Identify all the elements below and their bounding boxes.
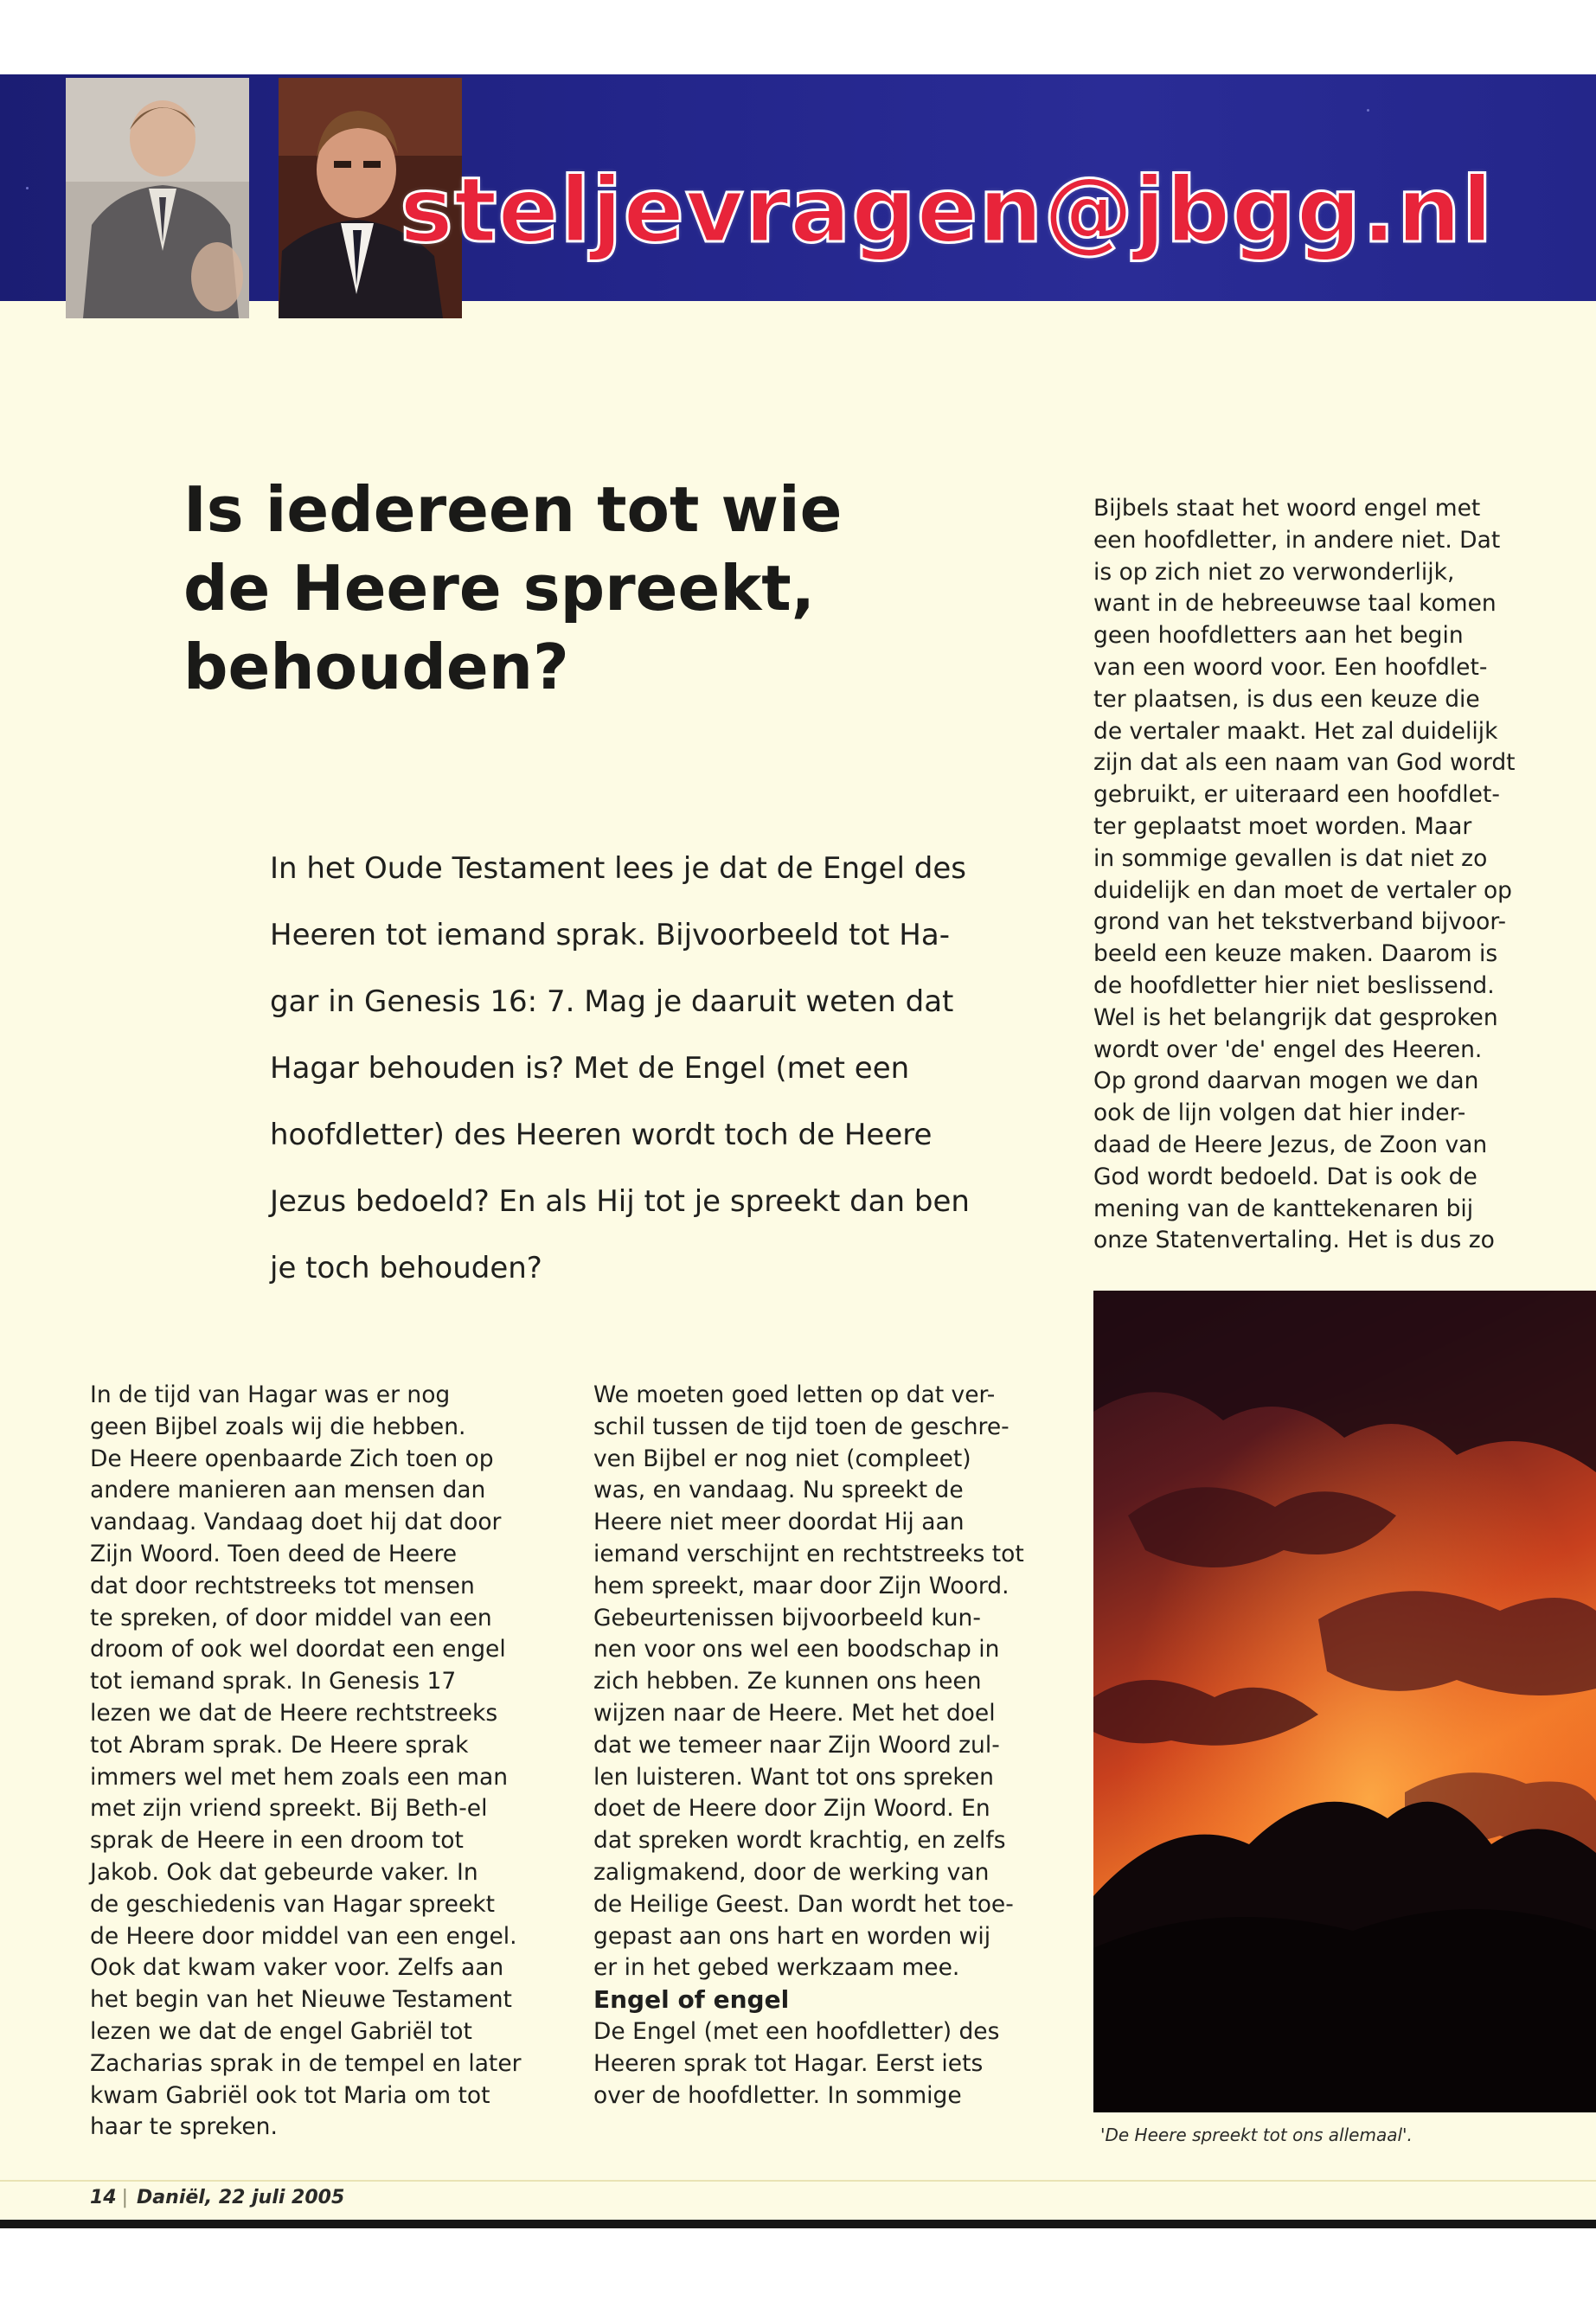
body-line: schil tussen de tijd toen de geschre- [593,1413,1010,1440]
section-subheading: Engel of engel [593,1985,790,2015]
question-line: In het Oude Testament lees je dat de Engel des [270,851,966,886]
body-line: dat spreken wordt krachtig, en zelfs [593,1827,1006,1855]
headline-line: Is iedereen tot wie [183,473,843,546]
body-line: in sommige gevallen is dat niet zo [1093,844,1488,872]
body-line: lezen we dat de engel Gabriël tot [90,2017,472,2045]
body-line: te spreken, of door middel van een [90,1604,492,1631]
body-line: ter plaatsen, is dus een keuze die [1093,685,1480,713]
question-line: Jezus bedoeld? En als Hij tot je spreekt dan ben [270,1184,970,1219]
body-line: is op zich niet zo verwonderlijk, [1093,558,1455,586]
body-line: het begin van het Nieuwe Testament [90,1986,512,2014]
body-line: grond van het tekstverband bijvoor- [1093,908,1507,936]
footer-divider [0,2180,1596,2182]
body-line: ook de lijn volgen dat hier inder- [1093,1099,1466,1127]
body-line: zich hebben. Ze kunnen ons heen [593,1668,982,1695]
body-line: daad de Heere Jezus, de Zoon van [1093,1131,1488,1158]
question-line: hoofdletter) des Heeren wordt toch de Heere [270,1118,933,1152]
body-line: Zacharias sprak in de tempel en later [90,2049,522,2077]
body-line: De Engel (met een hoofdletter) des [593,2017,1000,2045]
body-line: duidelijk en dan moet de vertaler op [1093,876,1512,904]
headline-line: de Heere spreekt, [183,552,815,625]
answer-column-2 [593,1380,1061,2112]
body-line: ter geplaatst moet worden. Maar [1093,812,1472,840]
body-line: vandaag. Vandaag doet hij dat door [90,1509,502,1536]
body-line: Heere niet meer doordat Hij aan [593,1509,965,1536]
body-line: nen voor ons wel een boodschap in [593,1636,1000,1663]
body-line: De Heere openbaarde Zich toen op [90,1445,494,1472]
body-line: onze Statenvertaling. Het is dus zo [1093,1227,1495,1254]
question-line: Heeren tot iemand sprak. Bijvoorbeeld tot Ha- [270,918,950,952]
body-line: zijn dat als een naam van God wordt [1093,749,1516,777]
body-line: Bijbels staat het woord engel met [1093,495,1481,522]
body-line: tot iemand sprak. In Genesis 17 [90,1668,457,1695]
page-footer [90,2185,344,2211]
decorative-dot [1367,109,1369,112]
body-line: want in de hebreeuwse taal komen [1093,590,1497,618]
body-line: In de tijd van Hagar was er nog [90,1381,451,1408]
question-line: gar in Genesis 16: 7. Mag je daaruit weten dat [270,984,954,1019]
body-line: lezen we dat de Heere rechtstreeks [90,1699,498,1727]
page-number: 14 [90,2187,117,2208]
page-bottom-edge [0,2220,1596,2228]
sunset-sky-photo [1093,1291,1596,2112]
body-line: de Heere door middel van een engel. [90,1922,517,1950]
body-line: over de hoofdletter. In sommige [593,2081,962,2109]
article-headline [183,471,945,707]
body-line: sprak de Heere in een droom tot [90,1827,464,1855]
sunset-sky-illustration [1093,1291,1596,2112]
body-line: gepast aan ons hart en worden wij [593,1922,991,1950]
answer-column-1 [90,1380,557,2144]
body-line: droom of ook wel doordat een engel [90,1636,506,1663]
body-line: de geschiedenis van Hagar spreekt [90,1890,495,1918]
body-line: gebruikt, er uiteraard een hoofdlet- [1093,781,1500,809]
body-line: iemand verschijnt en rechtstreeks tot [593,1540,1024,1567]
body-line: was, en vandaag. Nu spreekt de [593,1477,964,1504]
speaker-photo-illustration [66,78,249,318]
body-line: Wel is het belangrijk dat gesproken [1093,1003,1498,1031]
body-line: er in het gebed werkzaam mee. [593,1954,960,1982]
body-line: mening van de kanttekenaren bij [1093,1195,1474,1222]
body-line: Ook dat kwam vaker voor. Zelfs aan [90,1954,504,1982]
body-line: dat we temeer naar Zijn Woord zul- [593,1731,1000,1759]
body-line: wijzen naar de Heere. Met het doel [593,1699,996,1727]
body-line: Zijn Woord. Toen deed de Heere [90,1540,458,1567]
question-line: Hagar behouden is? Met de Engel (met een [270,1051,910,1086]
body-line: dat door rechtstreeks tot mensen [90,1572,475,1599]
body-line: immers wel met hem zoals een man [90,1763,509,1791]
body-line: wordt over 'de' engel des Heeren. [1093,1035,1483,1063]
body-line: doet de Heere door Zijn Woord. En [593,1795,990,1823]
answer-column-3 [1093,493,1578,1257]
reader-question [270,836,1031,1302]
body-line: de hoofdletter hier niet beslissend. [1093,971,1495,999]
headline-line: behouden? [183,631,569,703]
body-line: zaligmakend, door de werking van [593,1858,990,1886]
body-line: van een woord voor. Een hoofdlet- [1093,653,1488,681]
question-line: je toch behouden? [270,1251,542,1285]
speaker-photo [66,78,249,318]
body-line: beeld een keuze maken. Daarom is [1093,940,1498,968]
body-line: hem spreekt, maar door Zijn Woord. [593,1572,1010,1599]
body-line: haar te spreken. [90,2113,278,2141]
body-line: met zijn vriend spreekt. Bij Beth-el [90,1795,488,1823]
photo-caption: 'De Heere spreekt tot ons allemaal'. [1100,2125,1413,2145]
body-line: kwam Gabriël ook tot Maria om tot [90,2081,490,2109]
body-line: len luisteren. Want tot ons spreken [593,1763,994,1791]
body-line: Heeren sprak tot Hagar. Eerst iets [593,2049,984,2077]
body-line: andere manieren aan mensen dan [90,1477,486,1504]
body-line: geen hoofdletters aan het begin [1093,622,1464,650]
body-line: geen Bijbel zoals wij die hebben. [90,1413,466,1440]
decorative-dot [26,187,29,189]
body-line: tot Abram sprak. De Heere sprak [90,1731,469,1759]
body-line: Op grond daarvan mogen we dan [1093,1067,1479,1095]
body-line: ven Bijbel er nog niet (compleet) [593,1445,971,1472]
body-line: Jakob. Ook dat gebeurde vaker. In [90,1858,478,1886]
body-line: We moeten goed letten op dat ver- [593,1381,996,1408]
body-line: de Heilige Geest. Dan wordt het toe- [593,1890,1014,1918]
body-line: de vertaler maakt. Het zal duidelijk [1093,717,1498,745]
footer-separator: | [121,2187,129,2208]
column-title-email: steljevragen@jbgg.nl [400,157,1494,263]
body-line: een hoofdletter, in andere niet. Dat [1093,526,1501,554]
magazine-page [0,74,1596,2220]
publication-issue: Daniël, 22 juli 2005 [137,2187,345,2208]
body-line: Gebeurtenissen bijvoorbeeld kun- [593,1604,981,1631]
body-line: God wordt bedoeld. Dat is ook de [1093,1163,1477,1190]
